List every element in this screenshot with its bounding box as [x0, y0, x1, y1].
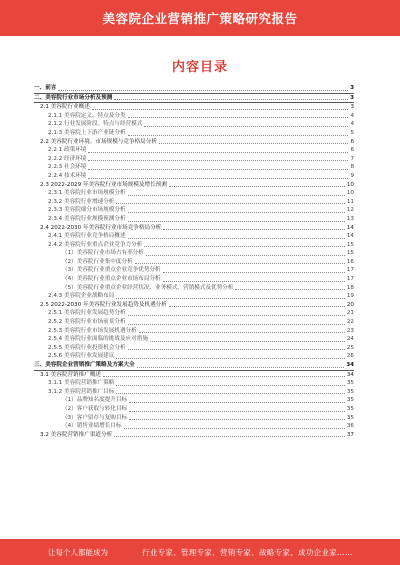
toc-leader-dots	[159, 143, 348, 144]
toc-entry-title: （2）客户获取与转化目标	[62, 405, 128, 412]
toc-entry-title: 3.2 美容院营销推广渠道分析	[40, 431, 113, 438]
toc-leader-dots	[146, 255, 345, 256]
toc-entry[interactable]	[34, 379, 354, 388]
toc-entry[interactable]	[34, 103, 354, 112]
toc-entry-page: 5	[350, 129, 354, 136]
toc-entry-title: 2.5.5 美容院行业投资机会分析	[48, 344, 126, 351]
toc-entry-title: 2.1 美容院行业概述	[40, 104, 90, 111]
toc-entry[interactable]	[34, 206, 354, 215]
toc-entry-page: 7	[350, 155, 354, 162]
toc-entry-title: 二、美容院行业市场分析及预测	[34, 94, 113, 101]
toc-leader-dots	[124, 428, 345, 429]
toc-entry-page: 35	[346, 414, 354, 421]
toc-entry-title: 2.3.2 美容院行业增速分析	[48, 198, 115, 205]
toc-entry-page: 23	[346, 327, 354, 334]
toc-entry-page: 6	[350, 138, 354, 145]
toc-entry[interactable]	[34, 275, 354, 284]
toc-entry-title: 2.3 2022-2029 年美容院行业市场规模及增长预测	[40, 181, 167, 188]
toc-entry-page: 34	[346, 362, 354, 368]
toc-leader-dots	[103, 376, 345, 377]
toc-entry[interactable]	[34, 327, 354, 336]
toc-leader-dots	[116, 298, 345, 299]
toc-leader-dots	[139, 332, 345, 333]
toc-leader-dots	[116, 393, 345, 394]
toc-leader-dots	[135, 263, 345, 264]
toc-entry-page: 34	[346, 371, 354, 378]
toc-entry-title: 一、前言	[34, 85, 57, 91]
toc-leader-dots	[128, 221, 345, 222]
toc-entry-title: 2.5.2 美容院行业市场前景分析	[48, 319, 126, 326]
toc-entry-page: 11	[346, 198, 354, 205]
toc-entry-page: 17	[346, 267, 354, 274]
toc-entry-page: 4	[350, 112, 354, 119]
toc-entry-page: 3	[350, 104, 354, 111]
toc-leader-dots	[116, 203, 345, 204]
toc-entry-title: 2.3.1 美容院行业市场规模分析	[48, 190, 126, 197]
toc-leader-dots	[129, 419, 345, 420]
toc-entry-title: 2.1.1 美容院定义、特点及分类	[48, 112, 126, 119]
toc-entry-title: 2.5 2022-2030 年美容院行业发展趋势及机遇分析	[40, 301, 167, 308]
toc-entry-page: 3	[350, 85, 354, 91]
toc-entry-page: 12	[346, 207, 354, 214]
toc-entry[interactable]	[34, 198, 354, 207]
toc-entry-title: 2.2.4 技术环境	[48, 172, 87, 179]
toc-entry-page: 10	[346, 190, 354, 197]
toc-entry-title: 2.1.3 美容院上下游产业链分析	[48, 129, 126, 136]
toc-entry[interactable]	[34, 344, 354, 353]
toc-leader-dots	[137, 367, 345, 368]
toc-entry-page: 36	[346, 423, 354, 430]
toc-entry[interactable]	[34, 155, 354, 164]
toc-entry-page: 19	[346, 293, 354, 300]
toc-entry-title: 2.5.3 美容院行业市场发展机遇分析	[48, 327, 137, 334]
toc-entry-page: 4	[350, 121, 354, 128]
toc-leader-dots	[144, 126, 348, 127]
toc-entry[interactable]	[34, 431, 354, 440]
toc-entry[interactable]	[34, 284, 354, 293]
toc-entry[interactable]	[34, 361, 354, 371]
toc-entry[interactable]	[34, 266, 354, 275]
toc-entry[interactable]	[34, 301, 354, 310]
toc-entry[interactable]	[34, 371, 354, 380]
toc-entry[interactable]	[34, 181, 354, 190]
toc-entry-page: 26	[346, 353, 354, 360]
toc-entry-page: 35	[346, 380, 354, 387]
toc-entry-page: 13	[346, 215, 354, 222]
toc-entry-page: 35	[346, 388, 354, 395]
toc-entry[interactable]	[34, 405, 354, 414]
toc-entry-page: 18	[346, 284, 354, 291]
toc-heading: 内容目录	[171, 60, 228, 75]
toc-entry-page: 24	[346, 336, 354, 343]
toc-entry[interactable]	[34, 292, 354, 301]
toc-entry[interactable]	[34, 120, 354, 129]
toc-entry-page: 15	[346, 241, 354, 248]
toc-leader-dots	[128, 135, 349, 136]
footer-banner	[0, 539, 400, 565]
toc-entry-title: 3.1.1 美容院营销推广策略	[48, 380, 115, 387]
toc-entry[interactable]	[34, 318, 354, 327]
toc-leader-dots	[114, 436, 345, 437]
toc-entry-page: 16	[346, 258, 354, 265]
toc-entry-title: （4）销售业绩增长目标	[62, 423, 122, 430]
toc-entry-title: 2.1.2 行业发展阶段、特点与经营模式	[48, 121, 143, 128]
toc-entry[interactable]	[34, 163, 354, 172]
toc-leader-dots	[169, 186, 345, 187]
toc-entry[interactable]	[34, 422, 354, 431]
toc-entry-page: 22	[346, 319, 354, 326]
toc-leader-dots	[88, 178, 348, 179]
toc-entry[interactable]	[34, 249, 354, 258]
toc-entry[interactable]	[34, 189, 354, 198]
toc-entry-title: 2.4.3 美容院企业战略布局	[48, 293, 115, 300]
toc-entry-page: 8	[350, 164, 354, 171]
toc-leader-dots	[163, 272, 345, 273]
footer-slogan-right: 行业专家、管理专家、营销专家、战略专家、成功企业家……	[142, 547, 353, 557]
toc-entry-title: （3）美容院行业重点企业竞争优势分析	[62, 267, 161, 274]
toc-entry[interactable]	[34, 94, 354, 104]
toc-leader-dots	[128, 212, 345, 213]
toc-entry[interactable]	[34, 138, 354, 147]
toc-entry-page: 35	[346, 397, 354, 404]
toc-leader-dots	[116, 385, 345, 386]
toc-entry[interactable]	[34, 215, 354, 224]
toc-entry-title: 2.2.1 政策环境	[48, 147, 87, 154]
toc-entry-page: 14	[346, 233, 354, 240]
toc-leader-dots	[128, 195, 345, 196]
toc-leader-dots	[150, 341, 345, 342]
toc-leader-dots	[92, 109, 349, 110]
toc-entry-title: （1）美容院行业市场占有率分析	[62, 250, 144, 257]
toc-leader-dots	[88, 169, 348, 170]
toc-entry-title: 2.5.4 美容院行业面临的挑战及应对措施	[48, 336, 148, 343]
toc-entry[interactable]	[34, 335, 354, 344]
toc-leader-dots	[163, 281, 345, 282]
toc-leader-dots	[128, 324, 345, 325]
toc-leader-dots	[235, 289, 345, 290]
toc-leader-dots	[58, 90, 348, 91]
toc-entry-title: 2.5.6 美容院行业发展建议	[48, 353, 115, 360]
toc-entry[interactable]	[34, 146, 354, 155]
toc-leader-dots	[88, 152, 348, 153]
toc-leader-dots	[114, 99, 348, 100]
toc-leader-dots	[88, 160, 348, 161]
toc-leader-dots	[128, 315, 345, 316]
toc-entry-title: 2.4 2022-2030 年美容院行业市场竞争格局分析	[40, 224, 162, 231]
toc-entry-page: 37	[346, 431, 354, 438]
toc-leader-dots	[169, 306, 345, 307]
toc-entry-title: 2.2 美容院行业环境、市场规模与竞争格局分析	[40, 138, 157, 145]
toc-entry-title: （3）客户留存与复购目标	[62, 414, 128, 421]
footer-slogan-left: 让每个人都能成为	[48, 547, 108, 557]
toc-entry-title: （1）品牌知名度提升目标	[62, 397, 128, 404]
toc-entry[interactable]	[34, 129, 354, 138]
toc-entry-title: （5）美容院行业重点企业经营状况、业务模式、营销模式及优势分析	[62, 284, 234, 291]
toc-entry-page: 14	[346, 224, 354, 231]
toc-leader-dots	[163, 229, 345, 230]
toc-entry-title: 三、美容院企业营销推广策略及方案大全	[34, 362, 135, 368]
toc-entry-page: 17	[346, 276, 354, 283]
report-title: 美容院企业营销推广策略研究报告	[102, 11, 298, 26]
toc-entry[interactable]	[34, 414, 354, 423]
table-of-contents	[34, 84, 354, 439]
toc-entry-page: 10	[346, 181, 354, 188]
toc-entry[interactable]	[34, 241, 354, 250]
toc-entry-page: 6	[350, 147, 354, 154]
toc-leader-dots	[128, 117, 349, 118]
toc-entry-title: 3.1 美容院营销推广概述	[40, 371, 102, 378]
toc-entry-title: 2.2.2 经济环境	[48, 155, 87, 162]
toc-entry-title: （2）美容院行业集中度分析	[62, 258, 133, 265]
toc-entry-page: 25	[346, 344, 354, 351]
toc-entry-page: 35	[346, 405, 354, 412]
toc-entry[interactable]	[34, 309, 354, 318]
toc-entry[interactable]	[34, 172, 354, 181]
toc-entry[interactable]	[34, 396, 354, 405]
toc-entry[interactable]	[34, 388, 354, 397]
toc-leader-dots	[116, 358, 345, 359]
toc-leader-dots	[129, 411, 345, 412]
toc-entry-title: 2.4.1 美容院行业竞争格局概述	[48, 233, 126, 240]
toc-entry[interactable]	[34, 84, 354, 94]
toc-entry-title: 2.3.3 美容院细分市场规模分析	[48, 207, 126, 214]
toc-entry[interactable]	[34, 258, 354, 267]
toc-entry-title: 2.2.3 社会环境	[48, 164, 87, 171]
toc-entry-title: 3.1.2 美容院营销推广目标	[48, 388, 115, 395]
toc-entry[interactable]	[34, 112, 354, 121]
toc-entry-page: 20	[346, 301, 354, 308]
toc-entry[interactable]	[34, 232, 354, 241]
toc-entry-page: 21	[346, 310, 354, 317]
toc-entry-title: 2.3.4 美容院行业规模预测分析	[48, 215, 126, 222]
toc-leader-dots	[128, 238, 345, 239]
toc-entry-title: 2.4.2 美容院行业重点企业竞争力分析	[48, 241, 143, 248]
toc-entry-page: 15	[346, 250, 354, 257]
toc-entry-title: 2.5.1 美容院行业发展趋势分析	[48, 310, 126, 317]
toc-entry[interactable]	[34, 224, 354, 233]
toc-leader-dots	[144, 246, 345, 247]
toc-entry-page: 9	[350, 172, 354, 179]
toc-entry-page: 3	[350, 94, 354, 101]
toc-leader-dots	[128, 349, 345, 350]
toc-entry[interactable]	[34, 352, 354, 361]
report-header-banner	[0, 0, 400, 36]
toc-entry-title: （4）美容院行业重点企业市场布局分析	[62, 276, 161, 283]
toc-leader-dots	[129, 402, 345, 403]
